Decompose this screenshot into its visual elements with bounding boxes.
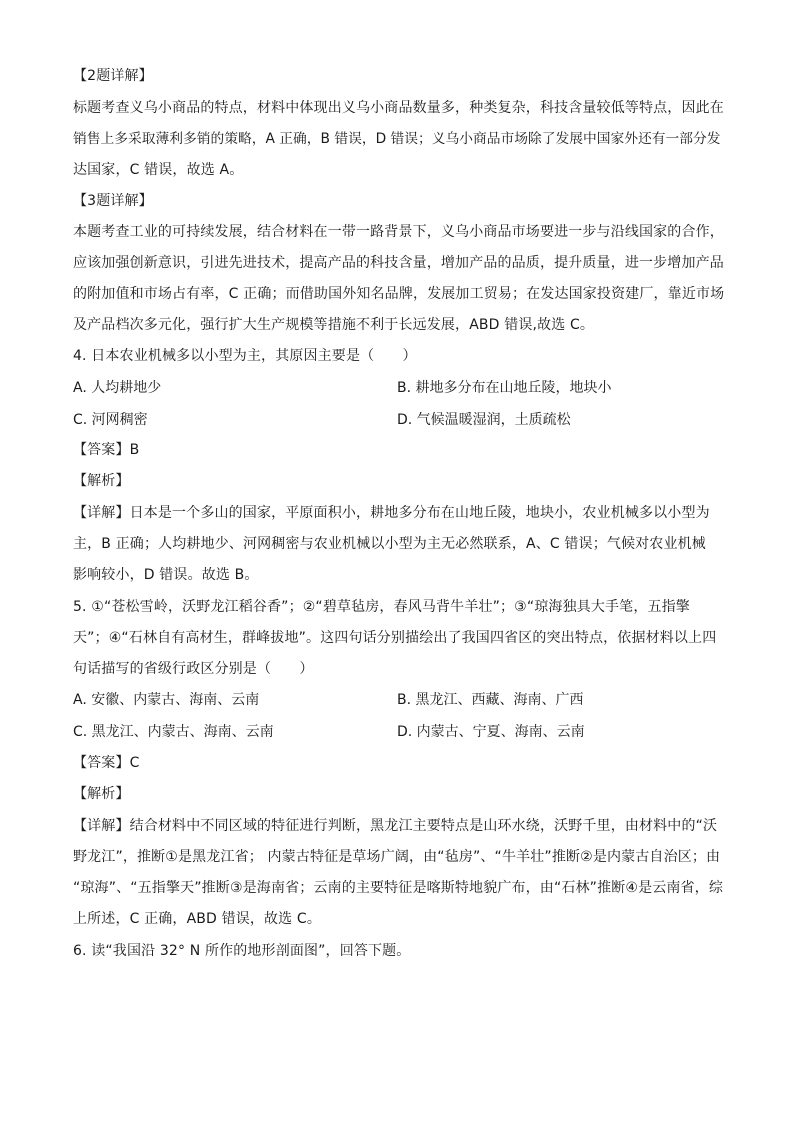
q5-stem-line-2: 天”；④“石林自有高材生，群峰拔地”。这四句话分别描绘出了我国四省区的突出特点，依据材料以上四 <box>73 630 717 646</box>
q6-stem: 6. 读“我国沿 32° N 所作的地形剖面图”，回答下题。 <box>73 943 411 959</box>
q5-detail-line-1: 【详解】结合材料中不同区域的特征进行判断，黑龙江主要特点是山环水绕，沃野千里，由材料中的“沃 <box>73 818 718 834</box>
q4-detail-line-2: 主，B 正确；人均耕地少、河网稠密与农业机械以小型为主无必然联系，A、C 错误；气候对农业机械 <box>73 536 706 552</box>
q4-option-d: D. 气候温暖湿润，土质疏松 <box>397 412 571 428</box>
q2-detail-header: 【2题详解】 <box>73 68 153 84</box>
q5-detail-line-3: “琼海”、“五指擎天”推断③是海南省；云南的主要特征是喀斯特地貌广布，由“石林”推断④是云南省，综 <box>73 880 723 896</box>
q5-option-a: A. 安徽、内蒙古、海南、云南 <box>73 692 260 708</box>
q4-stem: 4. 日本农业机械多以小型为主，其原因主要是（ ） <box>73 348 417 364</box>
q4-detail-line-3: 影响较小，D 错误。故选 B。 <box>73 567 259 583</box>
q5-stem-line-3: 句话描写的省级行政区分别是（ ） <box>73 661 314 677</box>
q4-analysis-label: 【解析】 <box>73 473 130 489</box>
q3-detail-line-1: 本题考查工业的可持续发展，结合材料在一带一路背景下，义乌小商品市场要进一步与沿线国家的合作， <box>73 224 724 240</box>
q5-answer: 【答案】C <box>73 755 140 771</box>
q3-detail-header: 【3题详解】 <box>73 193 153 209</box>
q2-detail-line-1: 标题考查义乌小商品的特点，材料中体现出义乌小商品数量多，种类复杂，科技含量较低等特点，因此在 <box>73 100 724 116</box>
q5-option-b: B. 黑龙江、西藏、海南、广西 <box>397 692 584 708</box>
q2-detail-line-3: 达国家，C 错误，故选 A。 <box>73 162 244 178</box>
q4-detail-line-1: 【详解】日本是一个多山的国家，平原面积小，耕地多分布在山地丘陵，地块小，农业机械多以小型为 <box>73 505 710 521</box>
q5-option-d: D. 内蒙古、宁夏、海南、云南 <box>397 724 585 740</box>
q4-answer: 【答案】B <box>73 442 140 458</box>
q5-detail-line-4: 上所述，C 正确，ABD 错误，故选 C。 <box>73 911 322 927</box>
q5-option-c: C. 黑龙江、内蒙古、海南、云南 <box>73 724 274 740</box>
q2-detail-line-2: 销售上多采取薄利多销的策略，A 正确，B 错误，D 错误；义乌小商品市场除了发展中国家外还有一部分发 <box>73 131 721 147</box>
q3-detail-line-4: 及产品档次多元化，强行扩大生产规模等措施不利于长远发展，ABD 错误,故选 C。 <box>73 317 595 333</box>
q5-detail-line-2: 野龙江”，推断①是黑龙江省； 内蒙古特征是草场广阔，由“毡房”、“牛羊壮”推断②是内蒙古自治区；由 <box>73 849 721 865</box>
q3-detail-line-3: 的附加值和市场占有率，C 正确；而借助国外知名品牌，发展加工贸易；在发达国家投资建厂，靠近市场 <box>73 286 725 302</box>
q5-analysis-label: 【解析】 <box>73 786 130 802</box>
q4-option-a: A. 人均耕地少 <box>73 380 162 396</box>
q3-detail-line-2: 应该加强创新意识，引进先进技术，提高产品的科技含量，增加产品的品质，提升质量，进一步增加产品 <box>73 255 724 271</box>
q4-option-b: B. 耕地多分布在山地丘陵，地块小 <box>397 380 612 396</box>
q5-stem-line-1: 5. ①“苍松雪岭，沃野龙江稻谷香”；②“碧草毡房，春风马背牛羊壮”；③“琼海独具大手笔，五指擎 <box>73 599 690 615</box>
q4-option-c: C. 河网稠密 <box>73 412 148 428</box>
